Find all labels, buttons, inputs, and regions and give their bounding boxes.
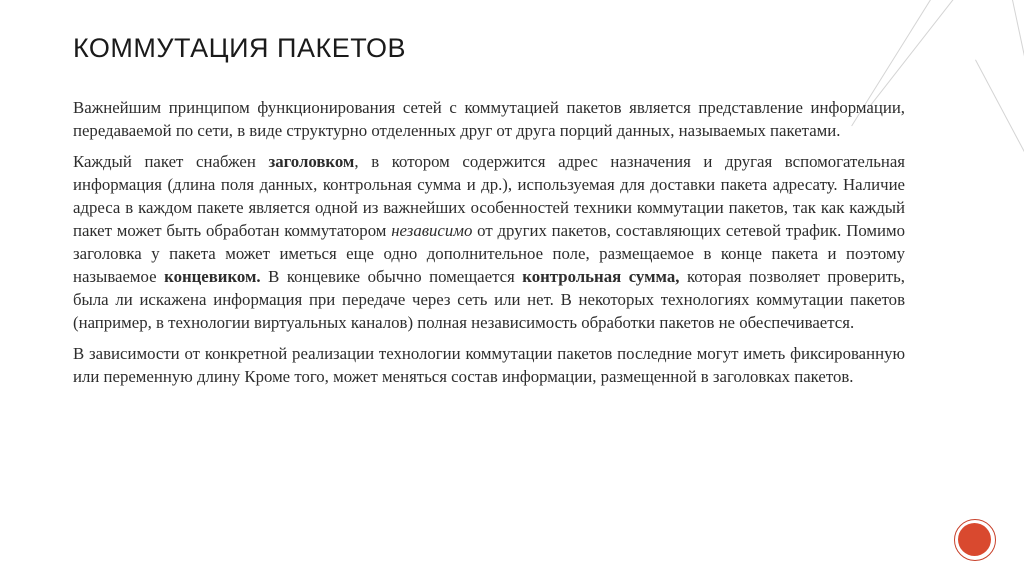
paragraph-text: Важнейшим принципом функционирования сетей с коммутацией пакетов является представление информации, передаваемой по сети, в виде структурно отделенных друг от друга порций данных, называемых пакетами. — [73, 98, 905, 140]
slide-title: КОММУТАЦИЯ ПАКЕТОВ — [73, 33, 406, 63]
paragraph-text: , в котором содержится адрес назначения и другая вспомогательная информация (длина поля данных, контрольная сумма и др.), используемая для доставки пакета адресату. Наличие адреса в каждом пакете является одной из важнейших особенностей техники коммутации пакетов, так как каждый пакет может быть обработан коммутатором — [73, 152, 905, 240]
circle-nav-icon[interactable] — [954, 519, 996, 561]
paragraph-3 — [73, 342, 905, 388]
paragraph-1 — [73, 96, 905, 142]
paragraph-text: которая позволяет проверить, была ли искажена информация при передаче через сеть или нет. В некоторых технологиях коммутации пакетов (например, в технологии виртуальных каналов) полная независимость обработки пакетов не обеспечивается. — [73, 267, 905, 332]
decorative-line — [975, 60, 1024, 158]
paragraph-text: от других пакетов, составляющих сетевой трафик. Помимо заголовка у пакета может иметься еще одно дополнительное поле, размещаемое в конце пакета и поэтому называемое — [73, 221, 905, 286]
circle-nav-fill — [958, 523, 991, 556]
paragraph-2 — [73, 150, 905, 334]
paragraph-text: Каждый пакет снабжен — [73, 152, 269, 171]
term-trailer: концевиком. — [164, 267, 261, 286]
term-header: заголовком — [268, 152, 355, 171]
term-independent: независимо — [391, 221, 473, 240]
decorative-line — [1012, 0, 1024, 137]
decorative-line — [868, 0, 961, 109]
paragraph-text: В зависимости от конкретной реализации технологии коммутации пакетов последние могут иметь фиксированную или переменную длину Кроме того, может меняться состав информации, размещенной в заголовках пакетов. — [73, 344, 905, 386]
term-checksum: контрольная сумма, — [522, 267, 680, 286]
slide-body — [73, 96, 905, 396]
paragraph-text: В концевике обычно помещается — [260, 267, 523, 286]
